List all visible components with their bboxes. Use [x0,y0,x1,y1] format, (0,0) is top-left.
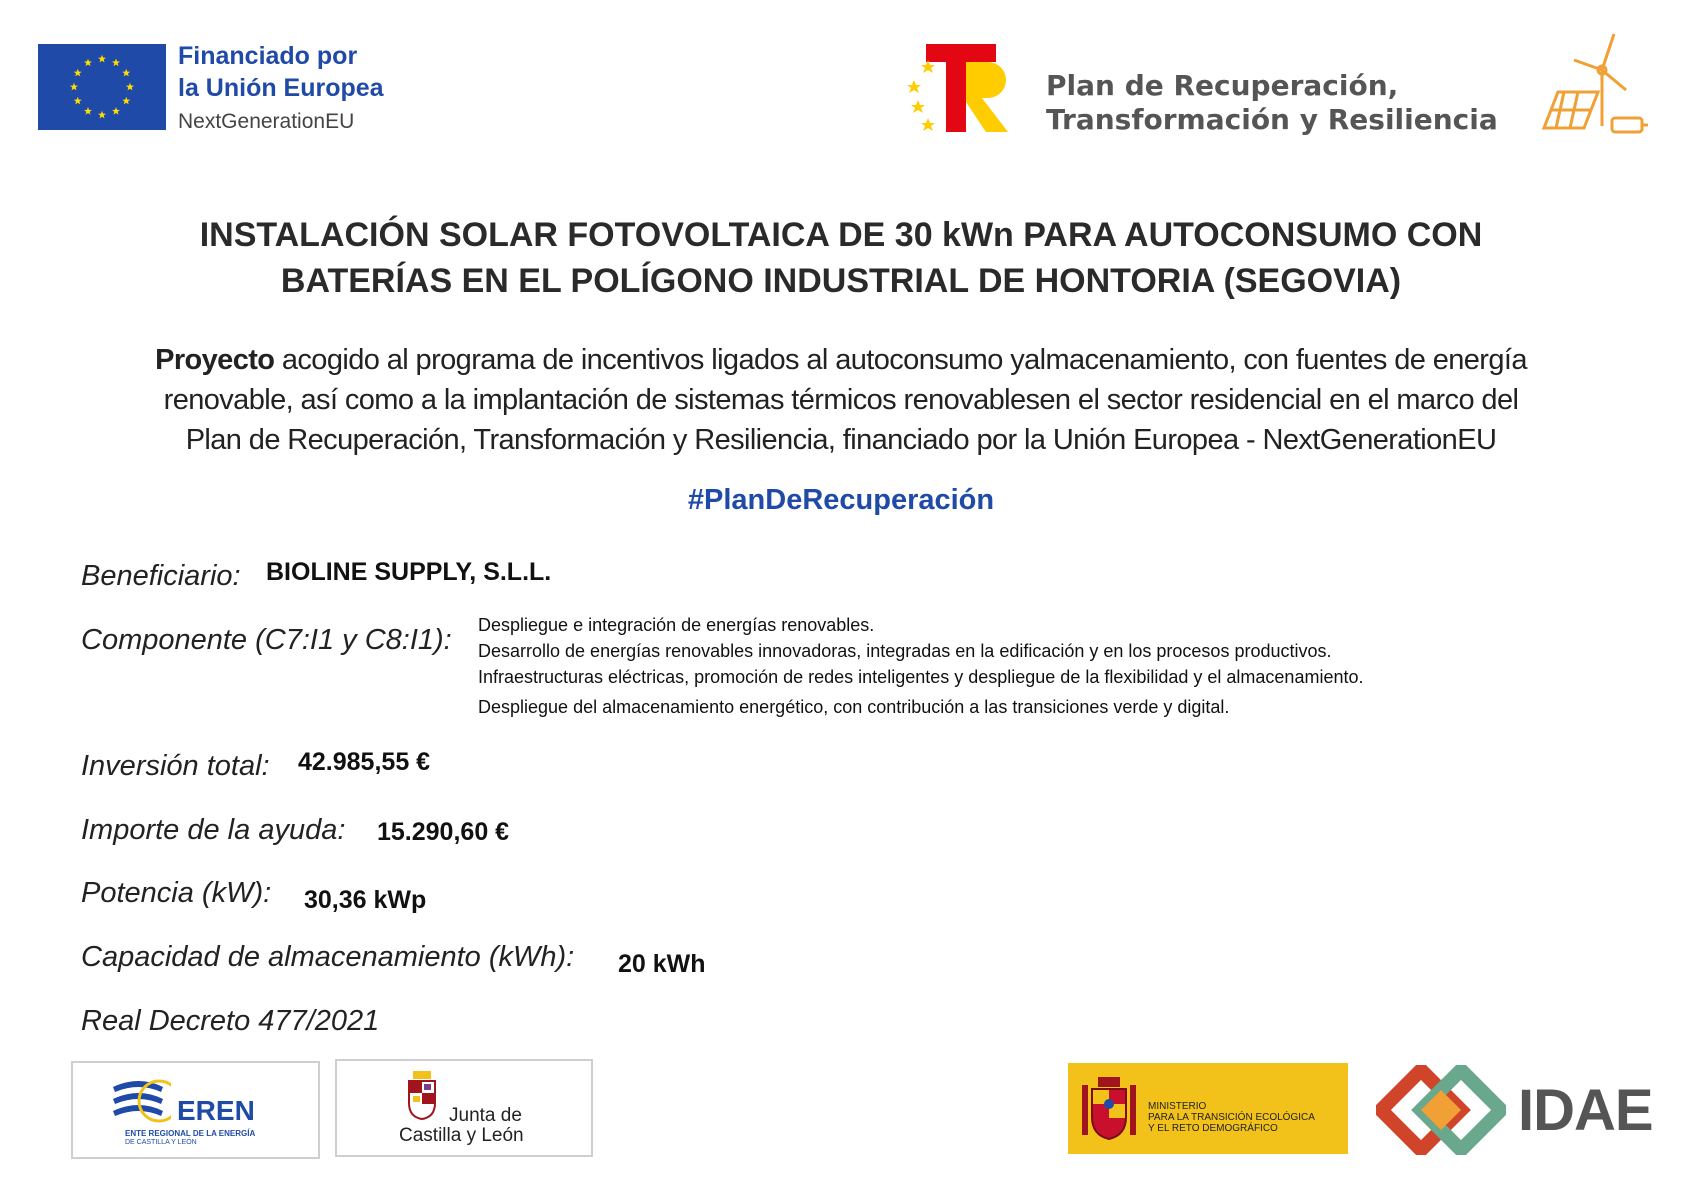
eu-logo-line2: la Unión Europea [178,74,384,102]
eu-star [98,111,106,119]
ayuda-label: Importe de la ayuda: [81,814,346,846]
beneficiario-label: Beneficiario: [81,560,241,592]
eren-name: EREN [177,1095,255,1126]
description-line2: renovable, así como a la implantación de sistemas térmicos renovablesen el sector residencial en el marco del [163,384,1519,416]
ministerio-line3: Y EL RETO DEMOGRÁFICO [1148,1123,1278,1134]
ministerio-line1: MINISTERIO [1148,1101,1207,1112]
eu-flag-logo [38,44,166,130]
inversion-label: Inversión total: [81,750,270,782]
junta-castilla-leon-logo [335,1059,593,1157]
project-description [70,340,1612,460]
ministerio-line2: PARA LA TRANSICIÓN ECOLÓGICA [1148,1112,1315,1123]
eu-star [70,83,78,91]
componente-item-3: Infraestructuras eléctricas, promoción de redes inteligentes y despliegue de la flexibilidad y el almacenamiento. [478,667,1364,687]
prtr-logo-line1: Plan de Recuperación, [1046,69,1399,102]
title-line2: BATERÍAS EN EL POLÍGONO INDUSTRIAL DE HONTORIA (SEGOVIA) [280,262,1402,300]
componente-item-2: Desarrollo de energías renovables innovadoras, integradas en la edificación y en los procesos productivos. [478,641,1332,661]
eu-logo-line1: Financiado por [178,42,358,70]
eu-stars-icon [38,44,166,130]
eren-emblem-icon [111,1073,171,1129]
spain-coat-of-arms-icon [1078,1075,1140,1143]
solar-wind-icon [1534,30,1654,142]
page-title [0,212,1682,304]
potencia-value: 30,36 kWp [304,886,427,914]
eu-star [112,59,120,67]
componente-label: Componente (C7:I1 y C8:I1): [81,624,452,656]
idae-name: IDAE [1518,1078,1653,1143]
idae-logo [1372,1063,1652,1155]
componente-item-4: Despliegue del almacenamiento energético, con contribución a las transiciones verde y digital. [478,697,1230,717]
eu-star [74,97,82,105]
idae-emblem-icon [1376,1065,1506,1155]
title-line1: INSTALACIÓN SOLAR FOTOVOLTAICA DE 30 kWn PARA AUTOCONSUMO CON [199,216,1483,254]
real-decreto: Real Decreto 477/2021 [81,1005,380,1037]
eu-logo-line3: NextGenerationEU [178,110,355,133]
eren-subtitle-1: ENTE REGIONAL DE LA ENERGÍA [125,1129,256,1138]
eu-star [122,97,130,105]
eu-star [112,107,120,115]
capacidad-label: Capacidad de almacenamiento (kWh): [81,941,575,973]
eren-logo [71,1061,320,1159]
eren-subtitle-2: DE CASTILLA Y LEÓN [125,1139,197,1146]
beneficiario-value: BIOLINE SUPPLY, S.L.L. [266,558,552,586]
eu-star [84,107,92,115]
prtr-logo-mark [904,40,1024,136]
description-lead: Proyecto [155,344,275,376]
potencia-label: Potencia (kW): [81,877,272,909]
eu-star [126,83,134,91]
description-line3: Plan de Recuperación, Transformación y Resiliencia, financiado por la Unión Europea - NextGenerationEU [185,424,1497,456]
description-line1 [70,340,1612,380]
jcyl-line2: Castilla y León [399,1125,524,1146]
ministerio-transicion-ecologica-logo [1068,1063,1348,1154]
hashtag: #PlanDeRecuperación [687,484,995,516]
eu-star [74,69,82,77]
componente-item-1: Despliegue e integración de energías renovables. [478,615,875,635]
prtr-logo-line2: Transformación y Resiliencia [1046,103,1498,136]
eu-star [84,59,92,67]
description-line1-text: acogido al programa de incentivos ligados al autoconsumo yalmacenamiento, con fuentes de energía [274,344,1527,376]
inversion-value: 42.985,55 € [298,748,431,776]
castilla-leon-shield-icon [407,1069,437,1121]
ayuda-value: 15.290,60 € [377,818,510,846]
capacidad-value: 20 kWh [618,950,706,978]
jcyl-line1: Junta de [449,1105,522,1126]
eu-star [98,55,106,63]
eu-star [122,69,130,77]
